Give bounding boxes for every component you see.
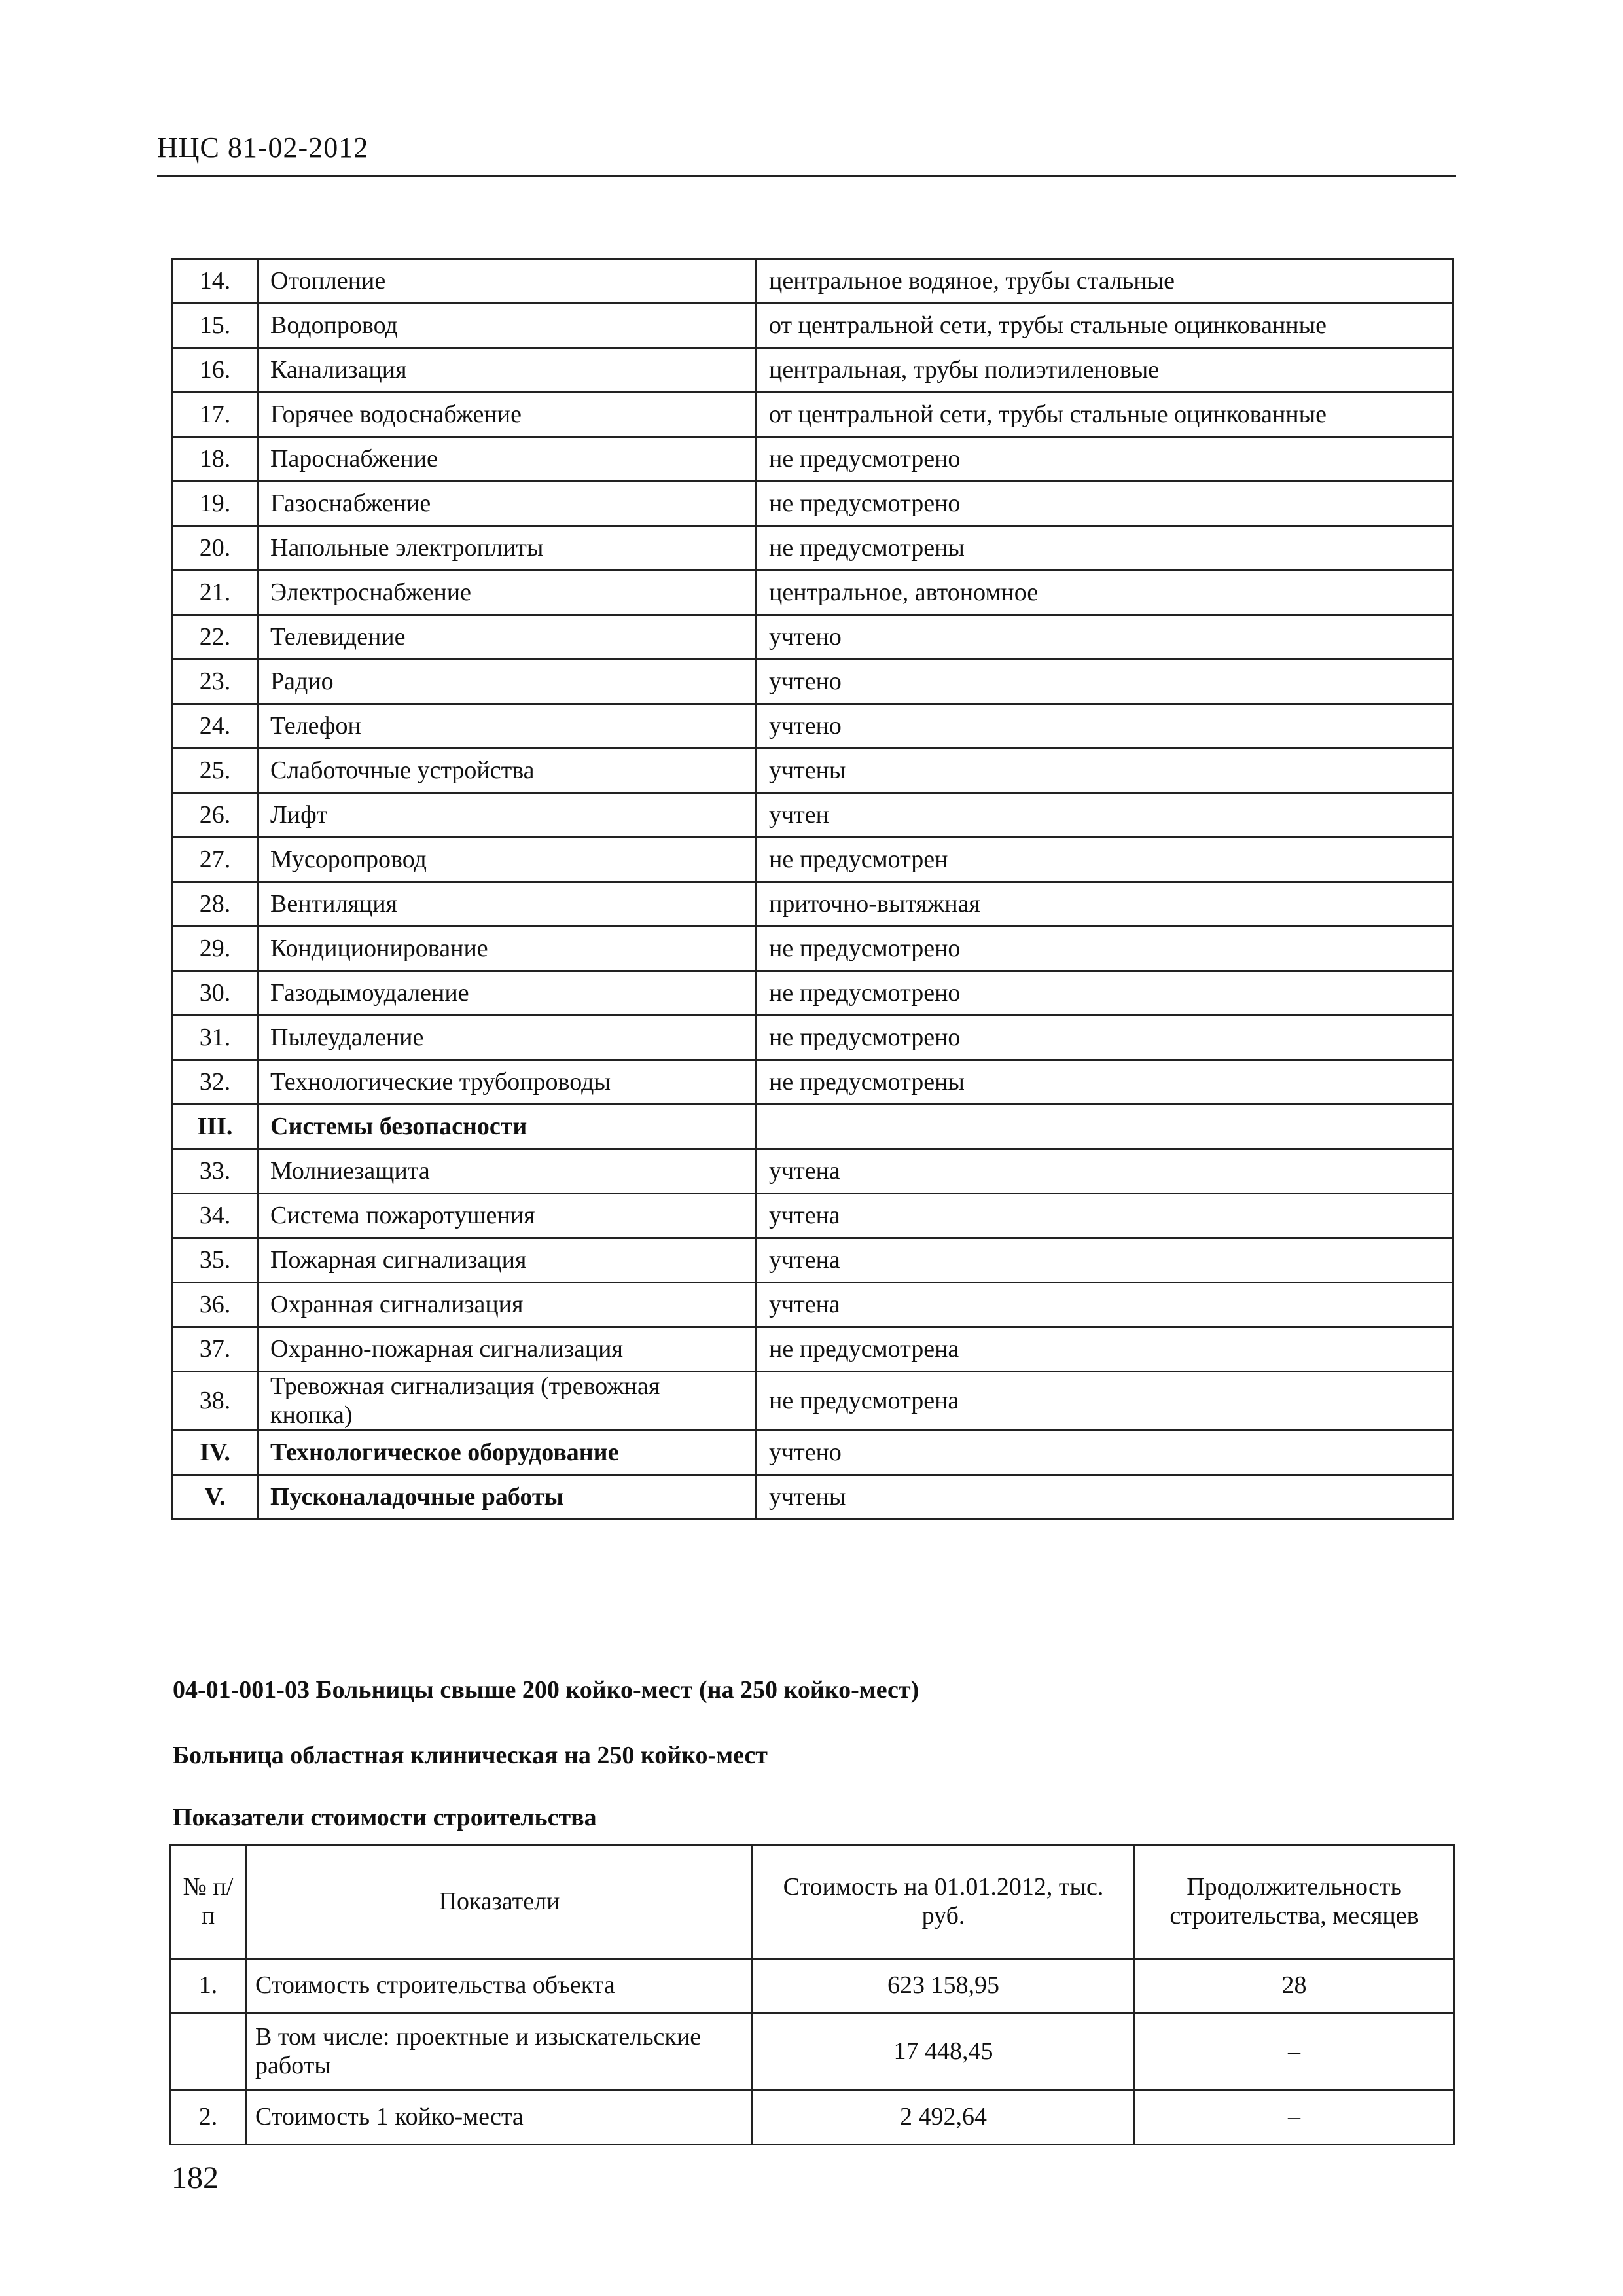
row-value: учтена [757,1283,1453,1327]
row-name: Напольные электроплиты [258,526,757,571]
table-row [173,571,1453,615]
row-name: Отопление [258,259,757,304]
row-number: 17. [173,393,258,437]
row-value: учтена [757,1194,1453,1238]
table-row [173,1105,1453,1149]
row-value: не предусмотрено [757,482,1453,526]
table-row [173,1149,1453,1194]
row-name: Пароснабжение [258,437,757,482]
row-number: 38. [173,1372,258,1431]
cost-row-indicator: Стоимость строительства объекта [247,1959,753,2013]
table-row [173,1238,1453,1283]
row-number: 18. [173,437,258,482]
row-name: Кондиционирование [258,927,757,971]
row-name: Системы безопасности [258,1105,757,1149]
row-value: учтена [757,1238,1453,1283]
row-number: 31. [173,1016,258,1060]
row-name: Мусоропровод [258,838,757,882]
row-value: не предусмотрены [757,526,1453,571]
cost-row [170,1959,1454,2013]
table-row [173,437,1453,482]
cost-row-num: 1. [170,1959,247,2013]
row-name: Пожарная сигнализация [258,1238,757,1283]
row-number: V. [173,1475,258,1520]
engineering-systems-body [173,259,1453,1520]
table-row [173,482,1453,526]
row-value: не предусмотрено [757,971,1453,1016]
table-row [173,1283,1453,1327]
table-row [173,1060,1453,1105]
cost-indicators-table [169,1844,1455,2145]
table-row [173,749,1453,793]
row-number: 14. [173,259,258,304]
row-number: 27. [173,838,258,882]
cost-row-indicator: Стоимость 1 койко-места [247,2090,753,2145]
table-row [173,793,1453,838]
table-row [173,704,1453,749]
row-number: 16. [173,348,258,393]
row-value: от центральной сети, трубы стальные оцинкованные [757,393,1453,437]
cost-row-cost: 17 448,45 [753,2013,1135,2090]
row-number: 35. [173,1238,258,1283]
table-row [173,1431,1453,1475]
cost-table-header-row [170,1846,1454,1959]
table-row [173,259,1453,304]
row-name: Система пожаротушения [258,1194,757,1238]
cost-row [170,2013,1454,2090]
table-row [173,1194,1453,1238]
table-row [173,1327,1453,1372]
table-row [173,838,1453,882]
table-row [173,304,1453,348]
row-name: Охранно-пожарная сигнализация [258,1327,757,1372]
row-value: не предусмотрено [757,927,1453,971]
page-header: НЦС 81-02-2012 [157,131,1456,177]
row-name: Молниезащита [258,1149,757,1194]
row-value: не предусмотрен [757,838,1453,882]
row-name: Технологическое оборудование [258,1431,757,1475]
row-number: 33. [173,1149,258,1194]
row-name: Радио [258,660,757,704]
cost-row-indicator: В том числе: проектные и изыскательские работы [247,2013,753,2090]
row-name: Лифт [258,793,757,838]
row-value: не предусмотрена [757,1372,1453,1431]
row-value: центральное, автономное [757,571,1453,615]
row-name: Тревожная сигнализация (тревожная кнопка) [258,1372,757,1431]
row-number: 22. [173,615,258,660]
row-value: учтено [757,615,1453,660]
object-title: Больница областная клиническая на 250 койко-мест [173,1742,768,1769]
table-row [173,882,1453,927]
row-value [757,1105,1453,1149]
header-cost: Стоимость на 01.01.2012, тыс. руб. [753,1846,1135,1959]
header-indicator: Показатели [247,1846,753,1959]
row-name: Телефон [258,704,757,749]
row-number: 36. [173,1283,258,1327]
row-value: центральное водяное, трубы стальные [757,259,1453,304]
row-name: Газодымоудаление [258,971,757,1016]
header-num: № п/п [170,1846,247,1959]
row-name: Слаботочные устройства [258,749,757,793]
header-duration: Продолжительность строительства, месяцев [1135,1846,1454,1959]
table-row [173,971,1453,1016]
cost-row-duration: 28 [1135,1959,1454,2013]
cost-row-cost: 2 492,64 [753,2090,1135,2145]
row-number: 28. [173,882,258,927]
row-number: 32. [173,1060,258,1105]
row-name: Технологические трубопроводы [258,1060,757,1105]
table-row [173,1372,1453,1431]
cost-row-duration: – [1135,2090,1454,2145]
row-value: не предусмотрено [757,1016,1453,1060]
row-number: 34. [173,1194,258,1238]
row-name: Горячее водоснабжение [258,393,757,437]
row-name: Канализация [258,348,757,393]
row-name: Охранная сигнализация [258,1283,757,1327]
row-number: 30. [173,971,258,1016]
row-number: 29. [173,927,258,971]
row-name: Вентиляция [258,882,757,927]
table-row [173,393,1453,437]
table-row [173,660,1453,704]
row-value: учтены [757,749,1453,793]
row-value: учтена [757,1149,1453,1194]
row-number: 21. [173,571,258,615]
cost-row-num: 2. [170,2090,247,2145]
row-value: от центральной сети, трубы стальные оцинкованные [757,304,1453,348]
cost-row-cost: 623 158,95 [753,1959,1135,2013]
row-number: 24. [173,704,258,749]
row-value: учтено [757,1431,1453,1475]
row-number: 37. [173,1327,258,1372]
row-value: учтены [757,1475,1453,1520]
row-number: IV. [173,1431,258,1475]
row-value: учтен [757,793,1453,838]
section-code-title: 04-01-001-03 Больницы свыше 200 койко-мест (на 250 койко-мест) [173,1676,919,1704]
row-name: Пусконаладочные работы [258,1475,757,1520]
cost-row-duration: – [1135,2013,1454,2090]
row-value: не предусмотрены [757,1060,1453,1105]
row-value: учтено [757,704,1453,749]
table-row [173,348,1453,393]
engineering-systems-table [171,258,1454,1520]
cost-row-num [170,2013,247,2090]
table-row [173,526,1453,571]
table-row [173,615,1453,660]
row-number: 15. [173,304,258,348]
row-value: учтено [757,660,1453,704]
row-number: 25. [173,749,258,793]
row-name: Водопровод [258,304,757,348]
row-name: Пылеудаление [258,1016,757,1060]
row-number: 19. [173,482,258,526]
page-number: 182 [171,2161,219,2195]
row-value: не предусмотрена [757,1327,1453,1372]
cost-row [170,2090,1454,2145]
row-name: Телевидение [258,615,757,660]
row-name: Газоснабжение [258,482,757,526]
table-row [173,1016,1453,1060]
row-number: III. [173,1105,258,1149]
indicators-title: Показатели стоимости строительства [173,1804,597,1831]
row-number: 20. [173,526,258,571]
row-number: 26. [173,793,258,838]
row-value: приточно-вытяжная [757,882,1453,927]
row-value: не предусмотрено [757,437,1453,482]
row-number: 23. [173,660,258,704]
row-value: центральная, трубы полиэтиленовые [757,348,1453,393]
table-row [173,927,1453,971]
row-name: Электроснабжение [258,571,757,615]
table-row [173,1475,1453,1520]
